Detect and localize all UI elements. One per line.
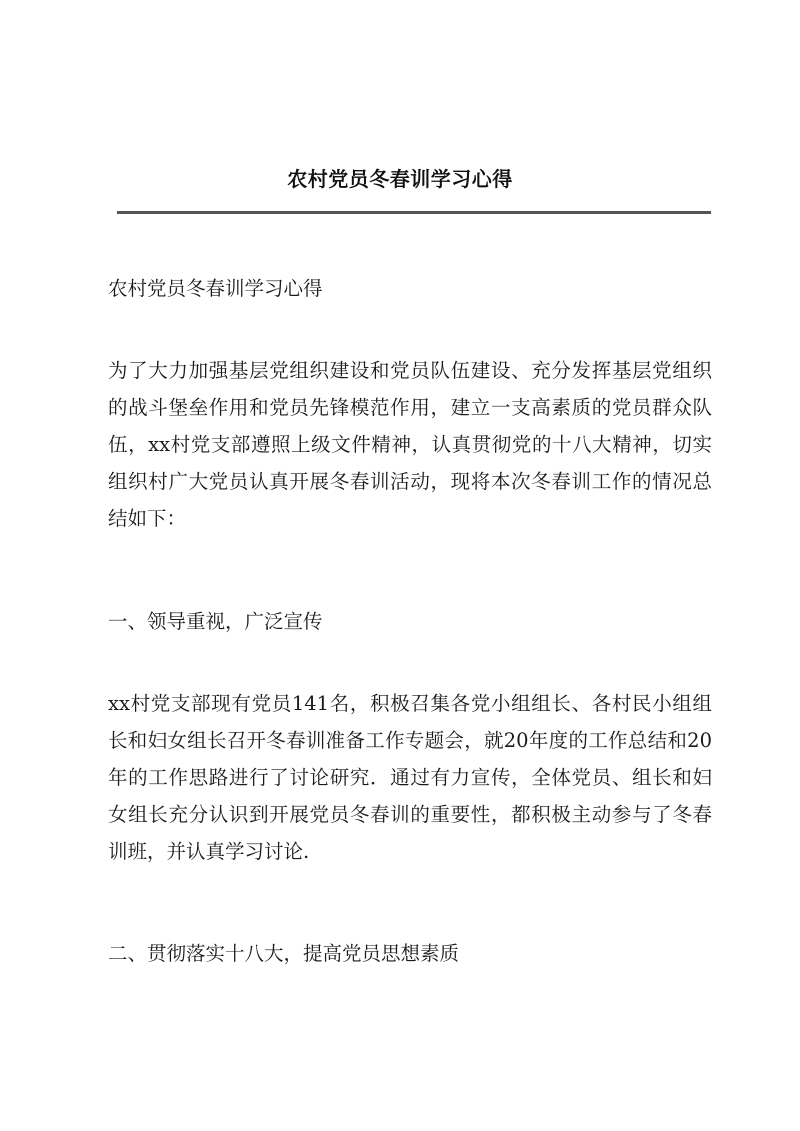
- section-heading-2: 二、贯彻落实十八大，提高党员思想素质: [108, 942, 460, 965]
- intro-text: 为了大力加强基层党组织建设和党员队伍建设、充分发挥基层党组织的战斗堡垒作用和党员先锋模范作用，建立一支高素质的党员群众队伍，xx村党支部遵照上级文件精神，认真贯彻党的十八大精神，切实组织村广大党员认真开展冬春训活动，现将本次冬春训工作的情况总结如下：: [108, 359, 712, 530]
- page-header-title: 农村党员冬春训学习心得: [287, 167, 513, 191]
- intro-paragraph: [108, 352, 712, 537]
- section-heading-1: 一、领导重视，广泛宣传: [108, 610, 323, 633]
- section-1-text: xx村党支部现有党员141名，积极召集各党小组组长、各村民小组组长和妇女组长召开冬春训准备工作专题会，就20年度的工作总结和20年的工作思路进行了讨论研究．通过有力宣传，全体党员、组长和妇女组长充分认识到开展党员冬春训的重要性，都积极主动参与了冬春训班，并认真学习讨论.: [108, 692, 712, 863]
- document-title: 农村党员冬春训学习心得: [108, 277, 323, 300]
- header-divider: [117, 211, 711, 214]
- section-paragraph-1: [108, 685, 712, 870]
